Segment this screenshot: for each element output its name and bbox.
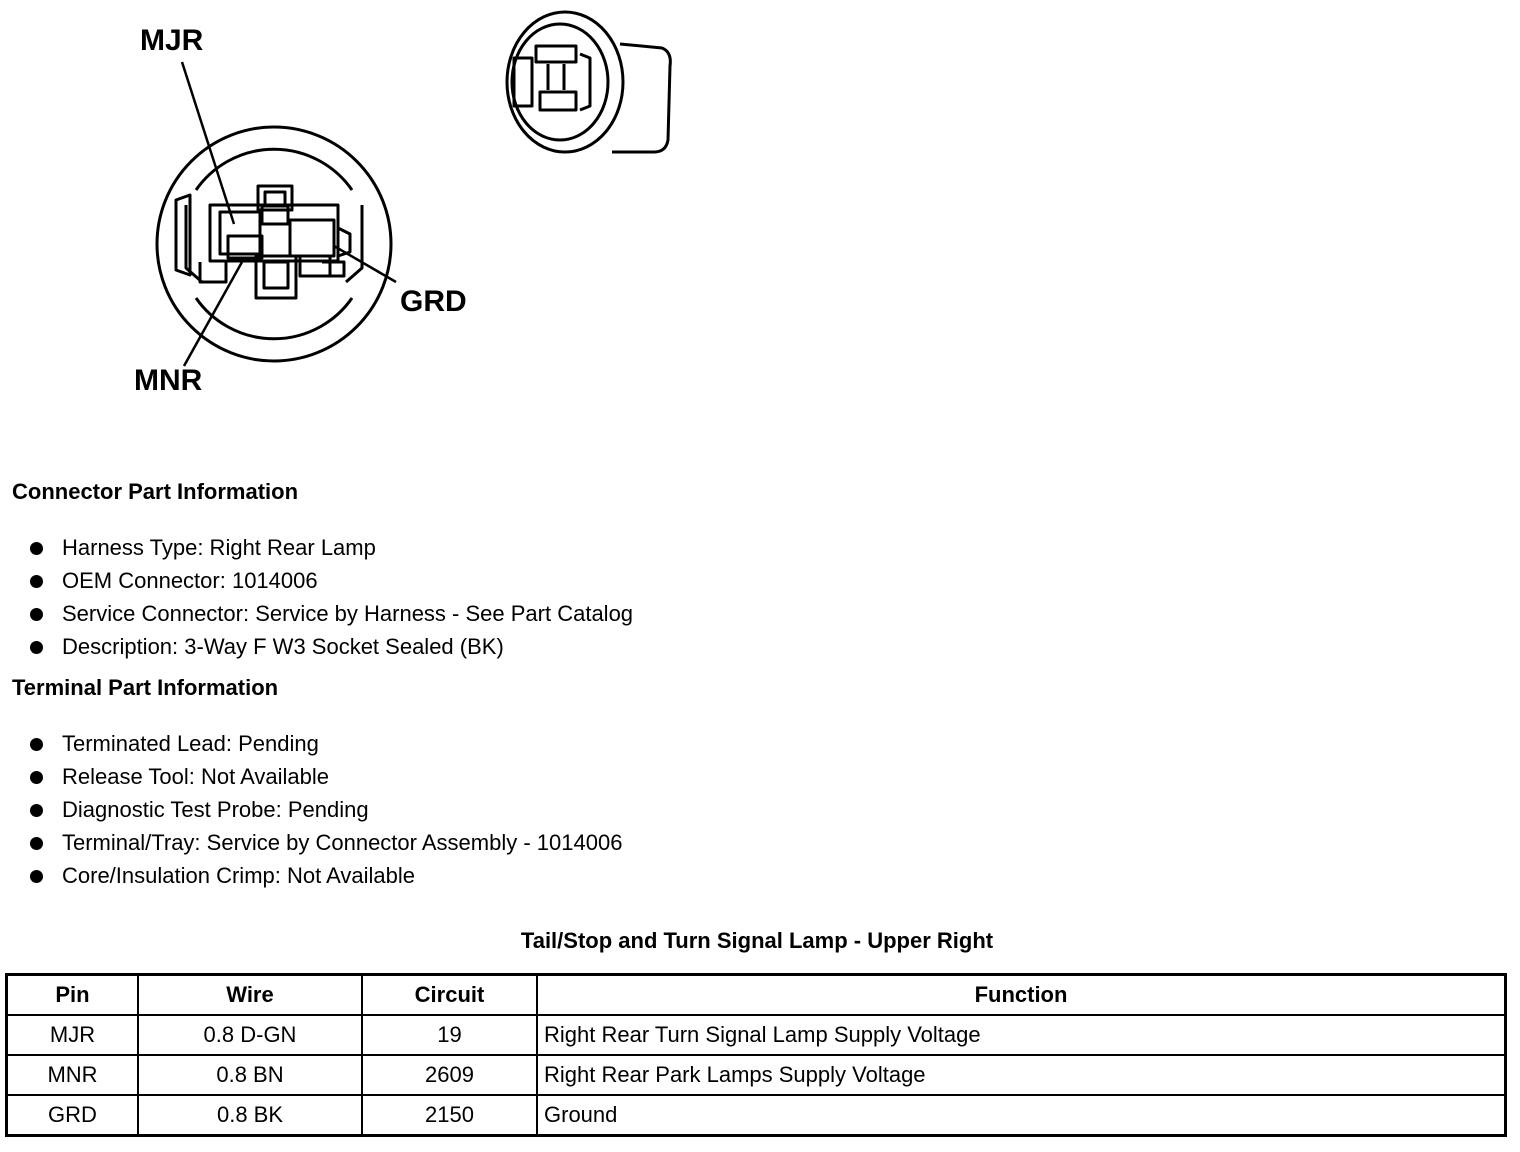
bullet-icon <box>30 608 43 621</box>
connector-info-heading: Connector Part Information <box>12 479 299 504</box>
terminal-info-heading: Terminal Part Information <box>12 675 279 700</box>
cell-wire: 0.8 BN <box>138 1055 362 1095</box>
list-item <box>0 531 633 564</box>
list-item <box>0 793 622 826</box>
table-row <box>7 1095 1506 1136</box>
mnr-leader-line <box>184 262 242 366</box>
release-tool: Release Tool: Not Available <box>62 764 330 789</box>
oem-connector: OEM Connector: 1014006 <box>62 568 318 593</box>
bullet-icon <box>30 771 43 784</box>
cell-circuit: 2609 <box>362 1055 537 1095</box>
bullet-icon <box>30 575 43 588</box>
terminal-tray: Terminal/Tray: Service by Connector Assembly - 1014006 <box>62 830 623 855</box>
cell-function: Right Rear Turn Signal Lamp Supply Voltage <box>537 1015 1506 1055</box>
cell-pin: MNR <box>7 1055 139 1095</box>
cell-wire: 0.8 BK <box>138 1095 362 1136</box>
connector-description: Description: 3-Way F W3 Socket Sealed (BK) <box>62 634 504 659</box>
cell-pin: MJR <box>7 1015 139 1055</box>
core-insulation-crimp: Core/Insulation Crimp: Not Available <box>62 863 415 888</box>
list-item <box>0 826 622 859</box>
cell-pin: GRD <box>7 1095 139 1136</box>
cell-circuit: 19 <box>362 1015 537 1055</box>
diagnostic-test-probe: Diagnostic Test Probe: Pending <box>62 797 369 822</box>
grd-label: GRD <box>400 285 467 318</box>
table-row <box>7 1015 1506 1055</box>
cell-wire: 0.8 D-GN <box>138 1015 362 1055</box>
table-title: Tail/Stop and Turn Signal Lamp - Upper Right <box>520 928 994 953</box>
header-function: Function <box>537 975 1506 1016</box>
terminated-lead: Terminated Lead: Pending <box>62 731 319 756</box>
list-item <box>0 760 622 793</box>
mnr-label: MNR <box>134 364 203 397</box>
bullet-icon <box>30 542 43 555</box>
cell-circuit: 2150 <box>362 1095 537 1136</box>
bullet-icon <box>30 870 43 883</box>
mjr-label: MJR <box>140 24 204 57</box>
table-row <box>7 1055 1506 1095</box>
bullet-icon <box>30 738 43 751</box>
list-item <box>0 597 633 630</box>
socket-illustration <box>507 12 670 152</box>
cell-function: Ground <box>537 1095 1506 1136</box>
service-connector: Service Connector: Service by Harness - See Part Catalog <box>62 601 634 626</box>
terminal-info-list <box>0 727 622 892</box>
list-item <box>0 727 622 760</box>
header-pin: Pin <box>7 975 139 1016</box>
bullet-icon <box>30 804 43 817</box>
connector-diagram <box>0 0 760 420</box>
list-item <box>0 564 633 597</box>
bullet-icon <box>30 837 43 850</box>
bullet-icon <box>30 641 43 654</box>
connector-info-list <box>0 531 633 663</box>
header-circuit: Circuit <box>362 975 537 1016</box>
connector-face-view <box>157 127 391 361</box>
pin-table <box>5 973 1507 1137</box>
cell-function: Right Rear Park Lamps Supply Voltage <box>537 1055 1506 1095</box>
list-item <box>0 859 622 892</box>
harness-type: Harness Type: Right Rear Lamp <box>62 535 376 560</box>
table-header-row <box>7 975 1506 1016</box>
list-item <box>0 630 633 663</box>
header-wire: Wire <box>138 975 362 1016</box>
